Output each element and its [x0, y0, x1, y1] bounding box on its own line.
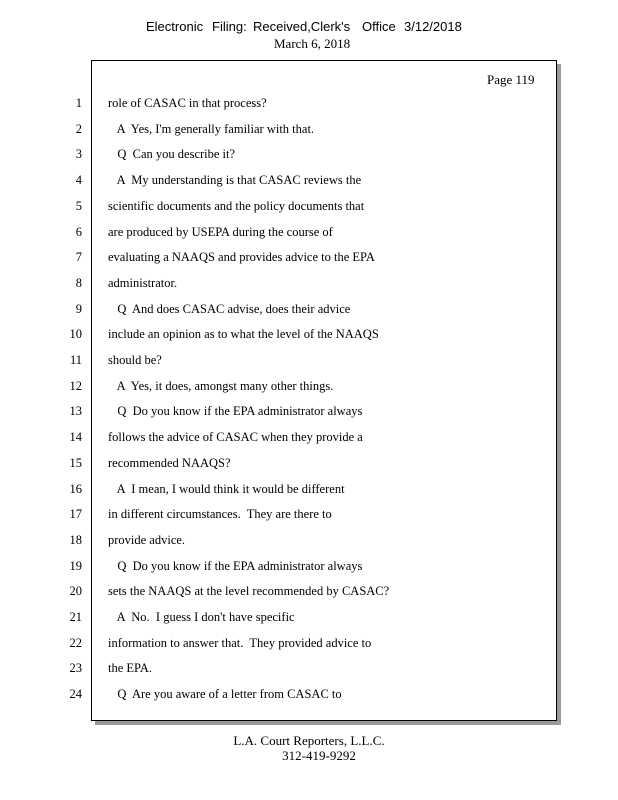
line-text: should be? [108, 353, 162, 367]
line-number: 13 [69, 404, 82, 418]
line-number: 4 [75, 173, 82, 187]
line-number: 18 [69, 533, 82, 547]
stamp-word: 3/12/2018 [404, 19, 462, 34]
line-number: 23 [69, 661, 82, 675]
line-text: the EPA. [108, 661, 152, 675]
line-number: 12 [69, 379, 82, 393]
page-number: Page 119 [487, 72, 535, 87]
line-text: evaluating a NAAQS and provides advice to the EPA [108, 250, 375, 264]
line-text: scientific documents and the policy documents that [108, 199, 365, 213]
line-text: provide advice. [108, 533, 186, 547]
filing-date: March 6, 2018 [274, 36, 351, 51]
line-text: A My understanding is that CASAC reviews the [108, 173, 362, 187]
line-number: 1 [75, 96, 82, 110]
line-text: recommended NAAQS? [108, 456, 231, 470]
stamp-word: Office [362, 19, 396, 34]
line-number: 16 [69, 482, 82, 496]
line-text: are produced by USEPA during the course of [108, 225, 333, 239]
line-text: follows the advice of CASAC when they provide a [108, 430, 363, 444]
line-text: administrator. [108, 276, 178, 290]
stamp-word: Filing: [212, 19, 247, 34]
reporter-phone: 312-419-9292 [282, 748, 356, 763]
line-number: 6 [75, 225, 82, 239]
line-number: 15 [69, 456, 82, 470]
line-number: 19 [69, 559, 82, 573]
line-text: in different circumstances. They are there to [108, 507, 332, 521]
reporter-company: L.A. Court Reporters, L.L.C. [233, 733, 385, 748]
line-text: information to answer that. They provided advice to [108, 636, 372, 650]
line-text: include an opinion as to what the level of the NAAQS [108, 327, 379, 341]
line-text: Q Do you know if the EPA administrator always [108, 559, 363, 573]
line-number: 10 [69, 327, 82, 341]
line-number: 5 [75, 199, 82, 213]
line-number: 7 [75, 250, 82, 264]
line-number: 2 [75, 122, 82, 136]
line-text: Q Can you describe it? [108, 147, 236, 161]
line-number: 20 [69, 584, 82, 598]
line-text: A Yes, I'm generally familiar with that. [108, 122, 315, 136]
line-number: 11 [69, 353, 82, 367]
stamp-word: Received,Clerk's [253, 19, 351, 34]
line-number: 8 [75, 276, 82, 290]
line-number: 21 [69, 610, 82, 624]
line-text: Q Are you aware of a letter from CASAC to [108, 687, 342, 701]
line-number: 17 [69, 507, 82, 521]
line-text: sets the NAAQS at the level recommended by CASAC? [108, 584, 390, 598]
line-text: Q Do you know if the EPA administrator always [108, 404, 363, 418]
line-number: 22 [69, 636, 82, 650]
line-number: 14 [69, 430, 82, 444]
line-number: 9 [75, 302, 82, 316]
line-text: A Yes, it does, amongst many other things. [108, 379, 334, 393]
line-number: 3 [75, 147, 82, 161]
line-text: Q And does CASAC advise, does their advice [108, 302, 351, 316]
line-text: A No. I guess I don't have specific [108, 610, 295, 624]
line-number: 24 [69, 687, 82, 701]
stamp-word: Electronic [146, 19, 204, 34]
line-text: A I mean, I would think it would be different [108, 482, 345, 496]
line-text: role of CASAC in that process? [108, 96, 267, 110]
